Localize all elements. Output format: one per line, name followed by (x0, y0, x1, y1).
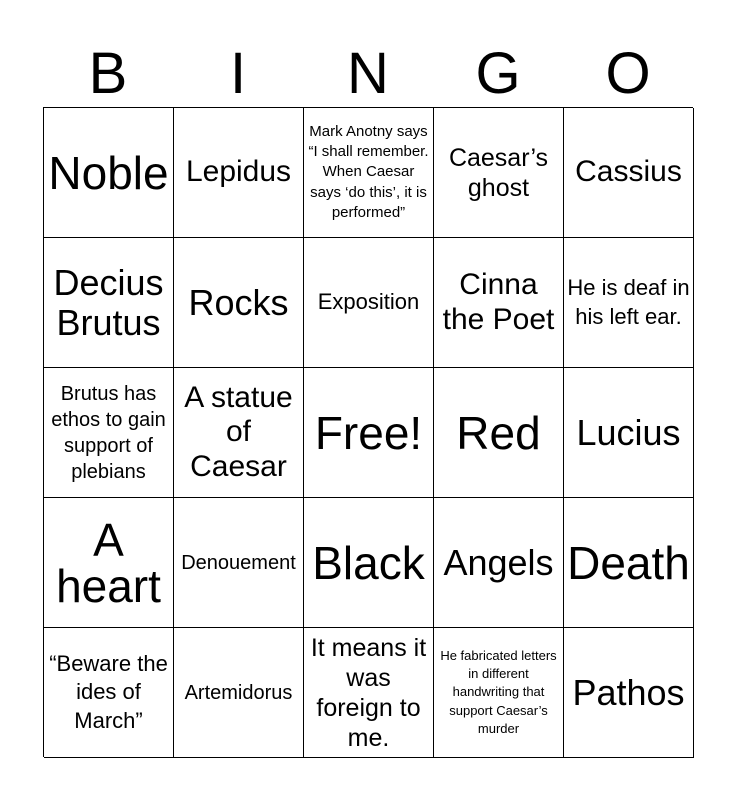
cell-text: A heart (56, 513, 161, 612)
bingo-cell[interactable] (174, 498, 304, 628)
bingo-board (43, 107, 693, 757)
bingo-cell[interactable] (434, 368, 564, 498)
bingo-cell[interactable] (174, 628, 304, 758)
cell-text: Caesar’s ghost (448, 143, 549, 202)
bingo-cell[interactable] (564, 368, 694, 498)
cell-text: Pathos (572, 671, 685, 713)
cell-text: Lepidus (185, 155, 292, 189)
cell-text: Decius Brutus (53, 261, 164, 343)
cell-text: Brutus has ethos to gain support of plebians (51, 382, 166, 483)
cell-text: Lucius (576, 411, 681, 453)
bingo-cell[interactable] (44, 108, 174, 238)
bingo-cell[interactable] (44, 628, 174, 758)
cell-text: Black (312, 536, 425, 589)
cell-text: Death (567, 536, 690, 589)
bingo-cell[interactable] (174, 238, 304, 368)
header-letter-g: G (475, 41, 521, 106)
cell-text: Red (456, 406, 541, 459)
cell-text: He fabricated letters in different handwriting that support Caesar’s murder (440, 648, 557, 736)
bingo-cell[interactable] (304, 628, 434, 758)
cell-text: Noble (48, 146, 169, 199)
bingo-cell[interactable] (434, 108, 564, 238)
cell-text: Cinna the Poet (442, 268, 555, 336)
cell-text: A statue of Caesar (184, 380, 293, 483)
header-letter-b: B (88, 41, 128, 106)
bingo-cell[interactable] (434, 238, 564, 368)
cell-text: Denouement (181, 551, 296, 574)
bingo-cell[interactable] (564, 238, 694, 368)
bingo-cell[interactable] (304, 108, 434, 238)
header-letter-n: N (347, 41, 389, 106)
cell-text: Cassius (575, 155, 682, 189)
bingo-cell[interactable] (44, 238, 174, 368)
cell-text: Exposition (317, 289, 420, 315)
cell-text: Angels (443, 541, 554, 583)
bingo-cell free-space[interactable] (304, 368, 434, 498)
bingo-cell[interactable] (304, 238, 434, 368)
cell-text: Free! (314, 406, 423, 459)
header-letter-o: O (605, 41, 651, 106)
bingo-cell[interactable] (174, 108, 304, 238)
cell-text: “Beware the ides of March” (49, 650, 168, 733)
cell-text: It means it was foreign to me. (310, 633, 427, 752)
bingo-cell[interactable] (44, 368, 174, 498)
bingo-cell[interactable] (434, 628, 564, 758)
bingo-cell[interactable] (174, 368, 304, 498)
bingo-header (43, 40, 693, 108)
bingo-cell[interactable] (564, 108, 694, 238)
bingo-cell[interactable] (434, 498, 564, 628)
bingo-cell[interactable] (564, 628, 694, 758)
cell-text: He is deaf in his left ear. (567, 274, 690, 329)
bingo-cell[interactable] (44, 498, 174, 628)
cell-text: Rocks (188, 281, 289, 323)
cell-text: Artemidorus (184, 681, 293, 704)
bingo-cell[interactable] (564, 498, 694, 628)
cell-text: Mark Anotny says “I shall remember. When Caesar says ‘do this’, it is performed” (308, 122, 429, 221)
header-letter-i: I (229, 41, 247, 106)
bingo-cell[interactable] (304, 498, 434, 628)
